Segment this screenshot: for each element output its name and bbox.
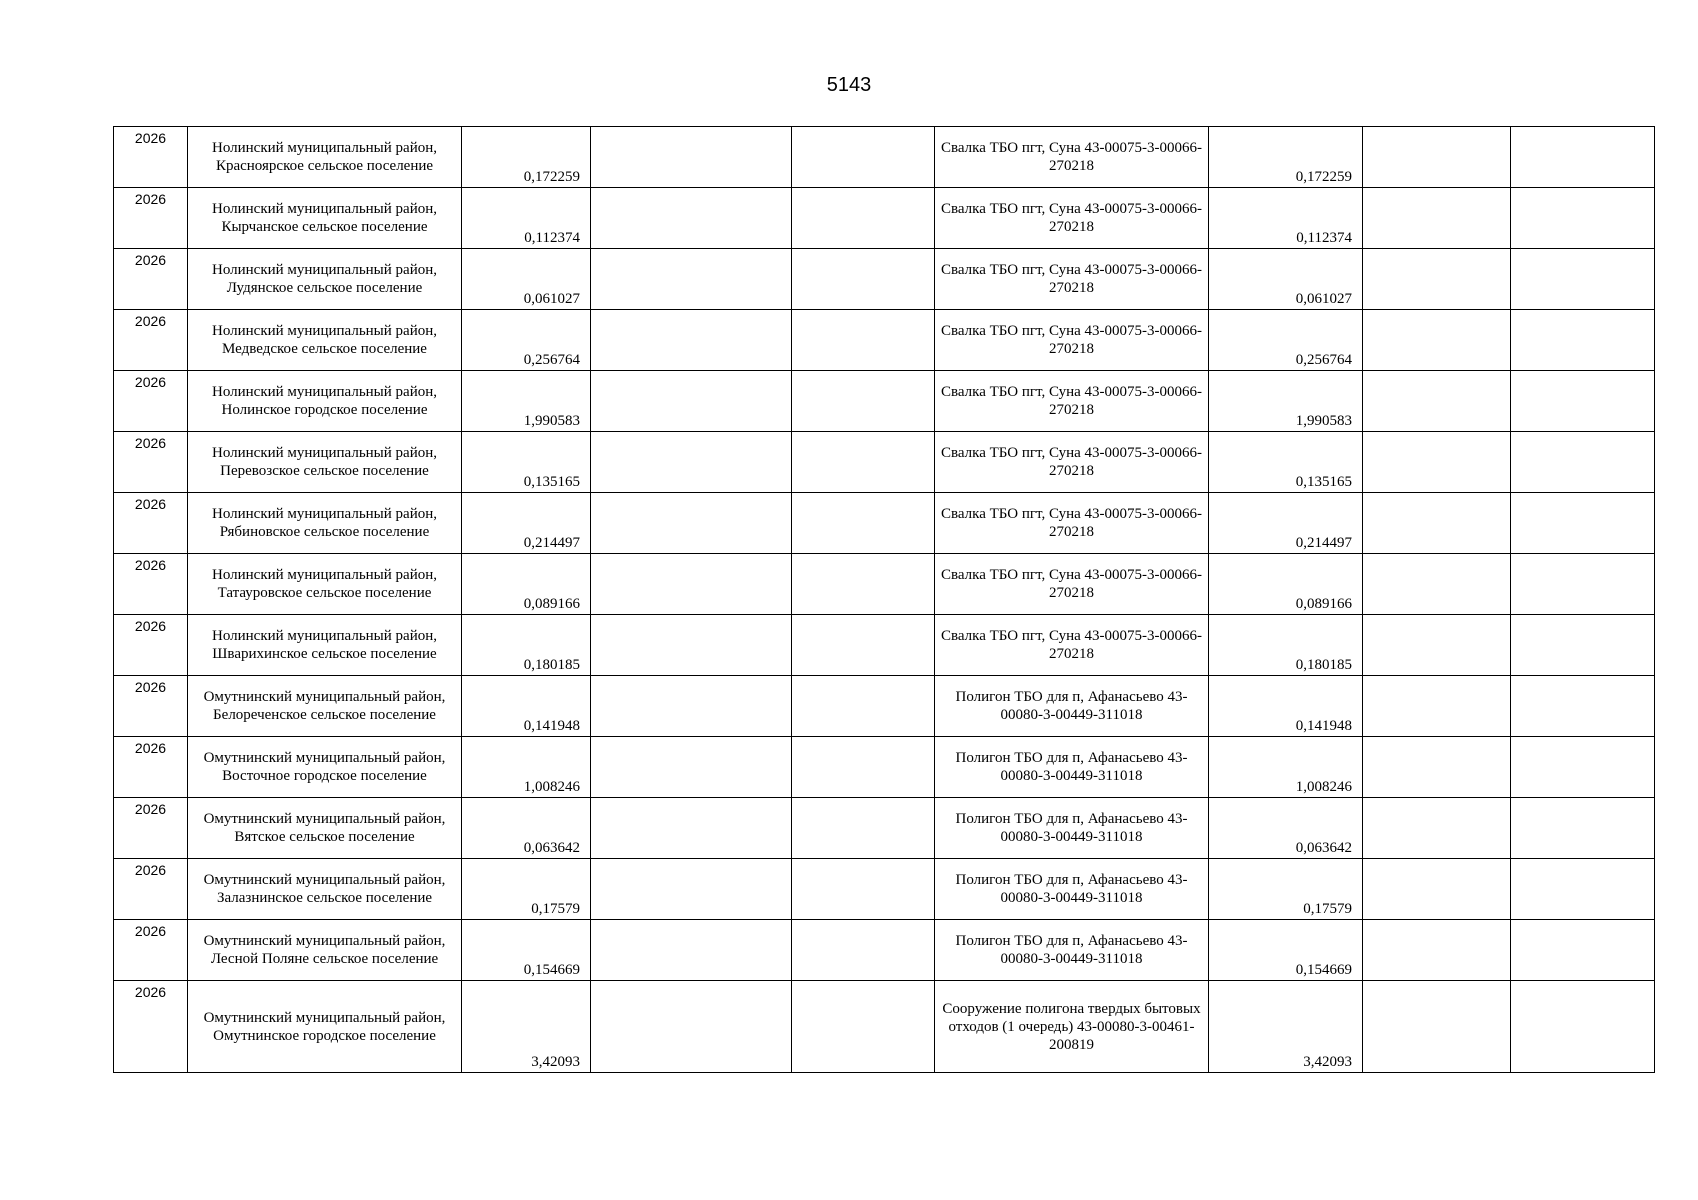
volume-received-cell-text: 0,256764 (1295, 352, 1352, 368)
year-cell: 2026 (114, 676, 188, 737)
volume-received-cell (1209, 737, 1363, 798)
volume-received-cell (1209, 249, 1363, 310)
empty-cell (792, 554, 935, 615)
table-body (114, 127, 1655, 1073)
volume-cell (462, 981, 591, 1073)
facility-cell (935, 371, 1209, 432)
empty-cell (792, 676, 935, 737)
page-number: 5143 (826, 74, 872, 96)
municipality-cell-text: Омутнинский муниципальный район, Восточное городское поселение (203, 750, 446, 784)
volume-received-cell-text: 1,990583 (1295, 413, 1352, 429)
volume-received-cell (1209, 371, 1363, 432)
year-cell: 2026 (114, 371, 188, 432)
municipality-cell (188, 981, 462, 1073)
year-cell: 2026 (114, 859, 188, 920)
empty-cell (792, 798, 935, 859)
facility-cell-text: Свалка ТБО пгт, Суна 43-00075-3-00066-270218 (940, 567, 1203, 601)
empty-cell (591, 676, 792, 737)
empty-cell (792, 127, 935, 188)
empty-cell (1363, 615, 1511, 676)
table-row (114, 554, 1655, 615)
volume-cell-text: 0,061027 (523, 291, 580, 307)
municipality-cell-text: Омутнинский муниципальный район, Лесной Поляне сельское поселение (203, 933, 446, 967)
facility-cell (935, 920, 1209, 981)
volume-cell-text: 0,172259 (523, 169, 580, 185)
volume-cell-text: 3,42093 (531, 1054, 580, 1070)
volume-received-cell-text: 0,112374 (1296, 230, 1352, 246)
volume-received-cell-text: 0,180185 (1295, 657, 1352, 673)
volume-received-cell (1209, 615, 1363, 676)
facility-cell-text: Свалка ТБО пгт, Суна 43-00075-3-00066-270218 (940, 506, 1203, 540)
empty-cell (591, 249, 792, 310)
table-row (114, 127, 1655, 188)
table-row (114, 493, 1655, 554)
facility-cell-text: Полигон ТБО для п, Афанасьево 43-00080-3-00449-311018 (955, 689, 1188, 723)
empty-cell (1511, 127, 1655, 188)
municipality-cell (188, 249, 462, 310)
facility-cell (935, 554, 1209, 615)
empty-cell (1363, 676, 1511, 737)
empty-cell (792, 859, 935, 920)
year-cell: 2026 (114, 920, 188, 981)
empty-cell (591, 798, 792, 859)
empty-cell (1511, 981, 1655, 1073)
municipality-cell (188, 920, 462, 981)
volume-received-cell (1209, 188, 1363, 249)
empty-cell (1363, 371, 1511, 432)
empty-cell (1363, 920, 1511, 981)
municipality-cell-text: Нолинский муниципальный район, Рябиновское сельское поселение (211, 506, 437, 540)
empty-cell (792, 920, 935, 981)
municipality-cell-text: Омутнинский муниципальный район, Белореченское сельское поселение (203, 689, 446, 723)
empty-cell (792, 615, 935, 676)
municipality-cell-text: Омутнинский муниципальный район, Вятское сельское поселение (203, 811, 446, 845)
municipality-cell (188, 310, 462, 371)
municipality-cell (188, 798, 462, 859)
volume-cell-text: 0,256764 (523, 352, 580, 368)
empty-cell (1363, 432, 1511, 493)
empty-cell (1511, 188, 1655, 249)
empty-cell (1511, 859, 1655, 920)
municipality-cell (188, 859, 462, 920)
table-row (114, 676, 1655, 737)
volume-cell (462, 798, 591, 859)
volume-cell (462, 127, 591, 188)
municipality-cell-text: Нолинский муниципальный район, Лудянское сельское поселение (211, 262, 437, 296)
table-row (114, 920, 1655, 981)
facility-cell (935, 310, 1209, 371)
volume-cell (462, 249, 591, 310)
empty-cell (591, 310, 792, 371)
municipality-cell-text: Нолинский муниципальный район, Медведское сельское поселение (211, 323, 437, 357)
volume-cell-text: 0,063642 (523, 840, 580, 856)
volume-cell (462, 615, 591, 676)
empty-cell (1363, 798, 1511, 859)
empty-cell (1511, 615, 1655, 676)
municipality-cell (188, 371, 462, 432)
municipality-cell-text: Омутнинский муниципальный район, Залазнинское сельское поселение (203, 872, 446, 906)
facility-cell-text: Сооружение полигона твердых бытовых отходов (1 очередь) 43-00080-3-00461-200819 (942, 1000, 1201, 1053)
empty-cell (1511, 737, 1655, 798)
volume-received-cell (1209, 432, 1363, 493)
volume-received-cell (1209, 310, 1363, 371)
facility-cell (935, 798, 1209, 859)
volume-cell (462, 371, 591, 432)
volume-cell (462, 310, 591, 371)
volume-cell-text: 1,008246 (523, 779, 580, 795)
empty-cell (1363, 554, 1511, 615)
empty-cell (792, 737, 935, 798)
volume-cell-text: 0,154669 (523, 962, 580, 978)
municipality-cell-text: Нолинский муниципальный район, Перевозское сельское поселение (211, 445, 437, 479)
empty-cell (591, 859, 792, 920)
volume-received-cell (1209, 981, 1363, 1073)
year-cell: 2026 (114, 798, 188, 859)
empty-cell (792, 249, 935, 310)
facility-cell (935, 676, 1209, 737)
facility-cell-text: Свалка ТБО пгт, Суна 43-00075-3-00066-270218 (940, 262, 1203, 296)
facility-cell-text: Свалка ТБО пгт, Суна 43-00075-3-00066-270218 (940, 140, 1203, 174)
empty-cell (591, 737, 792, 798)
municipality-cell (188, 127, 462, 188)
facility-cell-text: Полигон ТБО для п, Афанасьево 43-00080-3-00449-311018 (955, 933, 1188, 967)
empty-cell (591, 981, 792, 1073)
empty-cell (1511, 920, 1655, 981)
municipality-cell-text: Нолинский муниципальный район, Красноярское сельское поселение (211, 140, 437, 174)
empty-cell (591, 371, 792, 432)
facility-cell (935, 249, 1209, 310)
volume-received-cell-text: 0,141948 (1295, 718, 1352, 734)
volume-received-cell (1209, 554, 1363, 615)
facility-cell (935, 432, 1209, 493)
facility-cell (935, 981, 1209, 1073)
empty-cell (591, 920, 792, 981)
table-row (114, 371, 1655, 432)
facility-cell (935, 859, 1209, 920)
facility-cell-text: Свалка ТБО пгт, Суна 43-00075-3-00066-270218 (940, 384, 1203, 418)
year-cell: 2026 (114, 188, 188, 249)
empty-cell (792, 432, 935, 493)
facility-cell-text: Полигон ТБО для п, Афанасьево 43-00080-3-00449-311018 (955, 750, 1188, 784)
volume-received-cell-text: 0,061027 (1295, 291, 1352, 307)
municipality-cell-text: Нолинский муниципальный район, Шварихинское сельское поселение (211, 628, 437, 662)
year-cell: 2026 (114, 127, 188, 188)
year-cell: 2026 (114, 432, 188, 493)
empty-cell (591, 127, 792, 188)
facility-cell-text: Свалка ТБО пгт, Суна 43-00075-3-00066-270218 (940, 201, 1203, 235)
empty-cell (1363, 249, 1511, 310)
empty-cell (591, 615, 792, 676)
empty-cell (591, 493, 792, 554)
table-row (114, 737, 1655, 798)
municipality-cell (188, 554, 462, 615)
volume-cell (462, 737, 591, 798)
facility-cell (935, 615, 1209, 676)
volume-cell (462, 432, 591, 493)
volume-cell (462, 188, 591, 249)
year-cell: 2026 (114, 737, 188, 798)
municipality-cell (188, 188, 462, 249)
volume-received-cell-text: 0,089166 (1295, 596, 1352, 612)
volume-received-cell-text: 0,172259 (1295, 169, 1352, 185)
volume-cell-text: 0,141948 (523, 718, 580, 734)
facility-cell-text: Свалка ТБО пгт, Суна 43-00075-3-00066-270218 (940, 445, 1203, 479)
empty-cell (1511, 310, 1655, 371)
volume-cell-text: 0,089166 (523, 596, 580, 612)
facility-cell-text: Свалка ТБО пгт, Суна 43-00075-3-00066-270218 (940, 628, 1203, 662)
empty-cell (591, 554, 792, 615)
volume-received-cell-text: 0,17579 (1303, 901, 1352, 917)
facility-cell (935, 188, 1209, 249)
volume-cell (462, 554, 591, 615)
empty-cell (1363, 981, 1511, 1073)
empty-cell (792, 981, 935, 1073)
municipality-cell (188, 737, 462, 798)
facility-cell (935, 737, 1209, 798)
volume-received-cell-text: 0,214497 (1295, 535, 1352, 551)
empty-cell (1363, 859, 1511, 920)
empty-cell (1363, 127, 1511, 188)
municipality-cell (188, 615, 462, 676)
volume-cell-text: 1,990583 (523, 413, 580, 429)
volume-received-cell (1209, 127, 1363, 188)
table-row (114, 798, 1655, 859)
volume-cell (462, 920, 591, 981)
volume-received-cell (1209, 859, 1363, 920)
volume-received-cell (1209, 798, 1363, 859)
data-table (113, 126, 1655, 1073)
table-row (114, 432, 1655, 493)
facility-cell-text: Полигон ТБО для п, Афанасьево 43-00080-3-00449-311018 (955, 811, 1188, 845)
empty-cell (1363, 310, 1511, 371)
volume-cell-text: 0,214497 (523, 535, 580, 551)
municipality-cell-text: Нолинский муниципальный район, Татауровское сельское поселение (211, 567, 437, 601)
municipality-cell (188, 493, 462, 554)
empty-cell (792, 371, 935, 432)
volume-received-cell-text: 0,135165 (1295, 474, 1352, 490)
table-row (114, 249, 1655, 310)
volume-received-cell (1209, 676, 1363, 737)
table-row (114, 188, 1655, 249)
year-cell: 2026 (114, 615, 188, 676)
volume-cell-text: 0,112374 (524, 230, 580, 246)
municipality-cell-text: Нолинский муниципальный район, Нолинское городское поселение (211, 384, 437, 418)
year-cell: 2026 (114, 554, 188, 615)
table-row (114, 981, 1655, 1073)
empty-cell (1511, 432, 1655, 493)
facility-cell (935, 127, 1209, 188)
empty-cell (792, 310, 935, 371)
empty-cell (1511, 798, 1655, 859)
facility-cell (935, 493, 1209, 554)
table-row (114, 859, 1655, 920)
volume-received-cell-text: 0,063642 (1295, 840, 1352, 856)
facility-cell-text: Полигон ТБО для п, Афанасьево 43-00080-3-00449-311018 (955, 872, 1188, 906)
volume-cell (462, 493, 591, 554)
empty-cell (1511, 371, 1655, 432)
table-row (114, 615, 1655, 676)
empty-cell (1511, 249, 1655, 310)
volume-cell (462, 676, 591, 737)
volume-received-cell (1209, 920, 1363, 981)
year-cell: 2026 (114, 493, 188, 554)
facility-cell-text: Свалка ТБО пгт, Суна 43-00075-3-00066-270218 (940, 323, 1203, 357)
empty-cell (1363, 493, 1511, 554)
volume-cell-text: 0,17579 (531, 901, 580, 917)
empty-cell (1511, 554, 1655, 615)
empty-cell (1363, 188, 1511, 249)
municipality-cell (188, 432, 462, 493)
volume-received-cell-text: 3,42093 (1303, 1054, 1352, 1070)
municipality-cell-text: Нолинский муниципальный район, Кырчанское сельское поселение (211, 201, 437, 235)
volume-cell (462, 859, 591, 920)
table-row (114, 310, 1655, 371)
volume-received-cell (1209, 493, 1363, 554)
year-cell: 2026 (114, 249, 188, 310)
empty-cell (1511, 493, 1655, 554)
empty-cell (792, 188, 935, 249)
volume-received-cell-text: 0,154669 (1295, 962, 1352, 978)
volume-received-cell-text: 1,008246 (1295, 779, 1352, 795)
empty-cell (792, 493, 935, 554)
volume-cell-text: 0,135165 (523, 474, 580, 490)
year-cell: 2026 (114, 981, 188, 1073)
empty-cell (1511, 676, 1655, 737)
volume-cell-text: 0,180185 (523, 657, 580, 673)
municipality-cell (188, 676, 462, 737)
municipality-cell-text: Омутнинский муниципальный район, Омутнинское городское поселение (203, 1009, 446, 1044)
year-cell: 2026 (114, 310, 188, 371)
empty-cell (591, 432, 792, 493)
empty-cell (1363, 737, 1511, 798)
empty-cell (591, 188, 792, 249)
